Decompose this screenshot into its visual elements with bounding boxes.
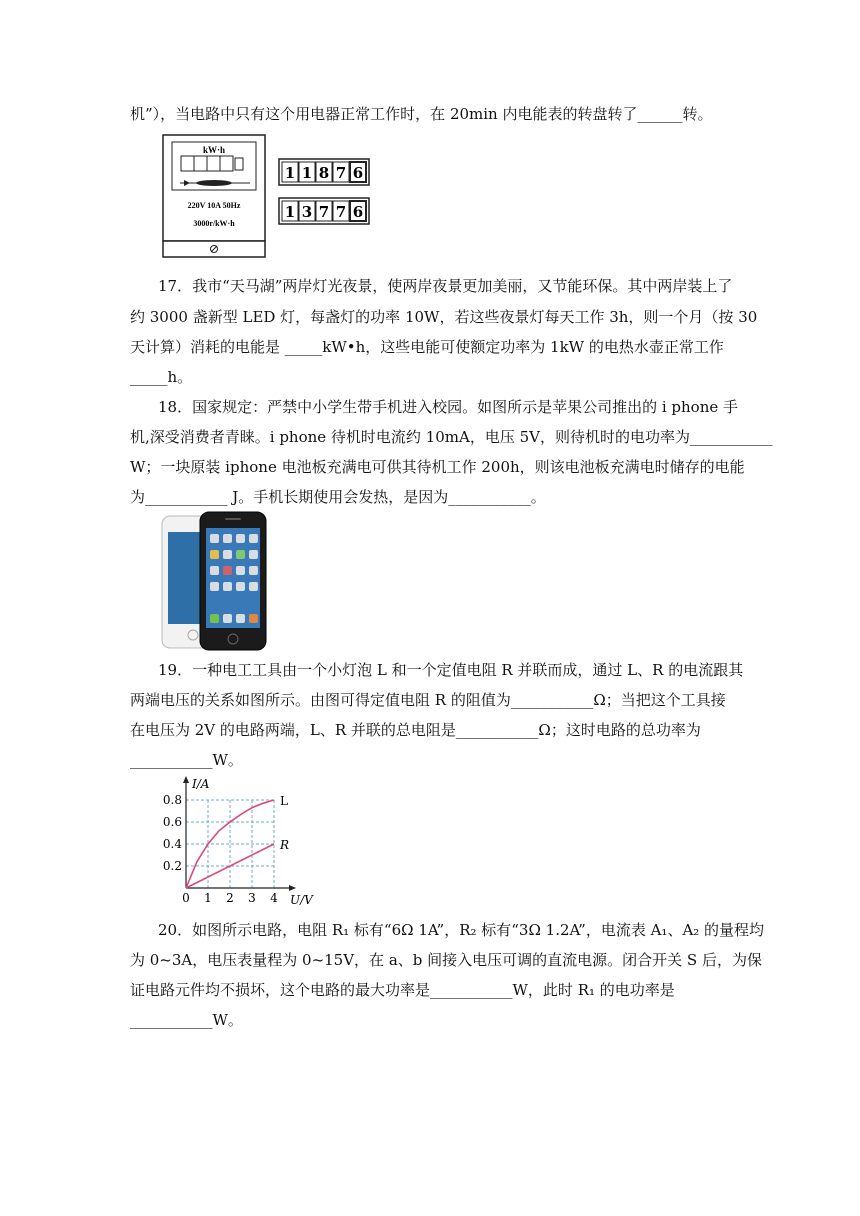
digit: 8 xyxy=(318,164,330,182)
digit: 7 xyxy=(335,203,347,221)
text-line: _____h。 xyxy=(130,368,193,386)
current-voltage-chart xyxy=(156,776,316,906)
text-line: 为 0~3A，电压表量程为 0~15V，在 a、b 间接入电压可调的直流电源。闭合开关 S 后，为保 xyxy=(130,951,762,969)
meter-rating: 220V 10A 50Hz xyxy=(187,201,241,210)
y-axis-label: I/A xyxy=(192,777,210,791)
series-label-L: L xyxy=(280,794,288,808)
meter-unit: kW·h xyxy=(202,145,226,155)
digit: 6 xyxy=(352,203,364,221)
y-tick-label: 0.4 xyxy=(162,837,182,851)
y-tick-label: 0.2 xyxy=(162,859,182,873)
x-tick-label: 0 xyxy=(182,891,190,905)
series-label-R: R xyxy=(280,838,290,852)
text-line: 机”），当电路中只有这个用电器正常工作时，在 20min 内电能表的转盘转了______转。 xyxy=(130,105,713,123)
digit: 1 xyxy=(301,164,313,182)
text-line: 约 3000 盏新型 LED 灯，每盏灯的功率 10W，若这些夜景灯每天工作 3h，则一个月（按 30 xyxy=(130,308,758,326)
y-axis-arrow xyxy=(183,776,189,783)
digit: 3 xyxy=(301,203,313,221)
text-line: 20．如图所示电路，电阻 R₁ 标有“6Ω 1A”，R₂ 标有“3Ω 1.2A”，电流表 A₁、A₂ 的量程均 xyxy=(158,921,765,939)
digit: 1 xyxy=(284,164,296,182)
text-line: 19．一种电工工具由一个小灯泡 L 和一个定值电阻 R 并联而成，通过 L、R 的电流跟其 xyxy=(158,661,744,679)
x-axis-arrow xyxy=(289,885,296,891)
text-line: 在电压为 2V 的电路两端，L、R 并联的总电阻是___________Ω；这时电路的总功率为 xyxy=(130,721,701,739)
energy-meter-figure xyxy=(162,134,266,258)
text-line: 两端电压的关系如图所示。由图可得定值电阻 R 的阻值为___________Ω；当把这个工具接 xyxy=(130,691,726,709)
meter-reading-before xyxy=(278,158,370,186)
text-line: ___________W。 xyxy=(130,1011,243,1029)
text-line: W；一块原装 iphone 电池板充满电可供其待机工作 200h，则该电池板充满电时储存的电能 xyxy=(130,458,745,476)
iphone-image xyxy=(160,510,282,652)
x-tick-label: 3 xyxy=(248,891,256,905)
digit: 7 xyxy=(318,203,330,221)
x-tick-label: 1 xyxy=(204,891,212,905)
text-line: 证电路元件均不损坏，这个电路的最大功率是___________W，此时 R₁ 的电功率是 xyxy=(130,981,675,999)
digit: 7 xyxy=(335,164,347,182)
x-tick-label: 2 xyxy=(226,891,234,905)
text-line: ___________W。 xyxy=(130,751,243,769)
text-line: 17．我市“天马湖”两岸灯光夜景，使两岸夜景更加美丽，又节能环保。其中两岸装上了 xyxy=(158,277,733,295)
x-axis-label: U/V xyxy=(290,893,313,906)
x-tick-label: 4 xyxy=(270,891,278,905)
text-line: 机,深受消费者青睐。i phone 待机时电流约 10mA，电压 5V，则待机时的电功率为___________ xyxy=(130,428,773,446)
digit: 1 xyxy=(284,203,296,221)
text-line: 18．国家规定：严禁中小学生带手机进入校园。如图所示是苹果公司推出的 i phone 手 xyxy=(158,398,739,416)
text-line: 为___________ J。手机长期使用会发热，是因为___________。 xyxy=(130,488,546,506)
series-line-L xyxy=(186,800,274,888)
digit: 6 xyxy=(352,164,364,182)
meter-reading-after xyxy=(278,197,370,225)
text-line: 天计算）消耗的电能是 _____kW•h，这些电能可使额定功率为 1kW 的电热水壶正常工作 xyxy=(130,338,724,356)
y-tick-label: 0.6 xyxy=(162,815,182,829)
chart-grid xyxy=(186,800,274,888)
y-tick-label: 0.8 xyxy=(162,793,182,807)
meter-constant: 3000r/kW·h xyxy=(193,219,235,228)
